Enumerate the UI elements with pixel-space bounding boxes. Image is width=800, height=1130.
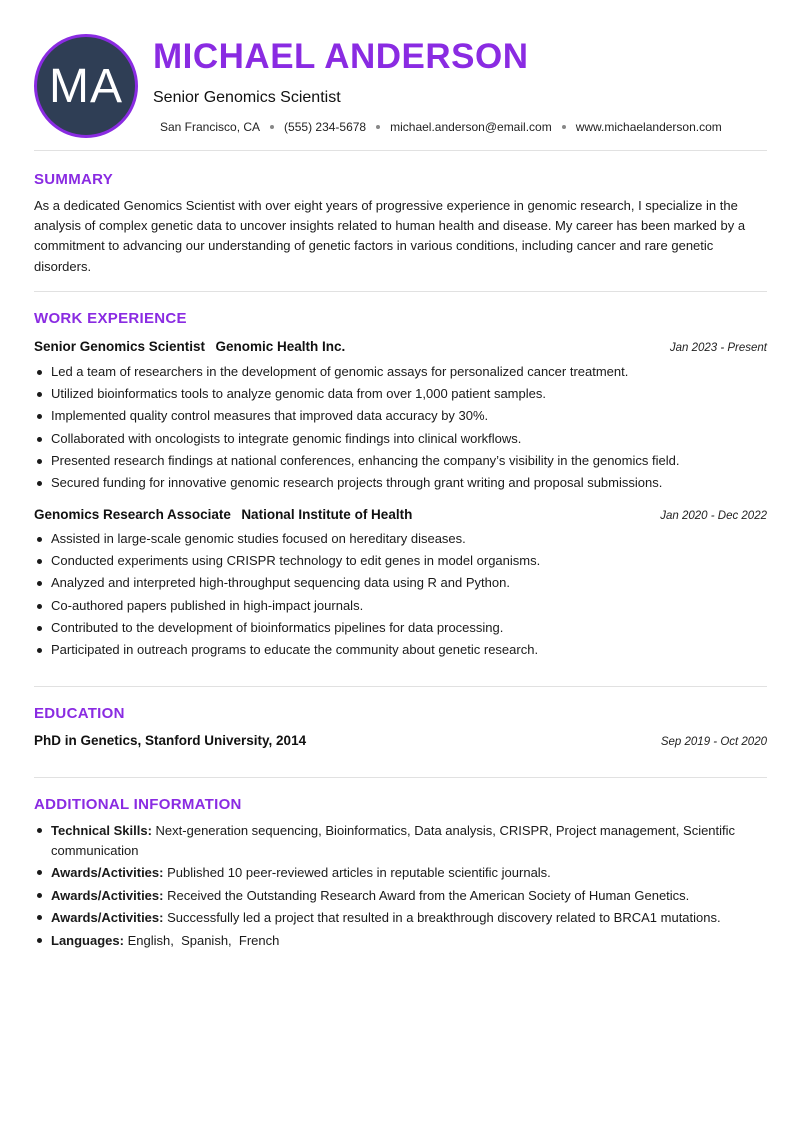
job-header [34,506,767,524]
item-text: English, Spanish, French [127,932,280,948]
separator-dot [562,125,566,129]
list-item: Collaborated with oncologists to integrate genomic findings into clinical workflows. [34,428,769,450]
education-dates: Sep 2019 - Oct 2020 [660,736,767,748]
list-item [34,908,769,928]
contact-phone: (555) 234-5678 [284,120,367,134]
contact-email[interactable]: michael.anderson@email.com [390,120,552,134]
list-item: Co-authored papers published in high-impact journals. [34,595,769,617]
list-item: Presented research findings at national conferences, enhancing the company’s visibility in the genomics field. [34,450,769,472]
list-item: Led a team of researchers in the development of genomic assays for personalized cancer treatment. [34,361,769,383]
candidate-name: MICHAEL ANDERSON [153,37,529,76]
candidate-title: Senior Genomics Scientist [153,89,341,106]
job-dates: Jan 2023 - Present [669,342,767,354]
avatar [34,34,138,138]
job-bullets [34,361,769,494]
additional-heading: ADDITIONAL INFORMATION [34,796,242,813]
list-item [34,821,769,860]
job-header [34,338,767,356]
education-degree: PhD in Genetics, Stanford University, 2014 [34,733,307,748]
contact-website[interactable]: www.michaelanderson.com [575,120,722,134]
job-heading [34,506,412,524]
item-text: Successfully led a project that resulted in a breakthrough discovery related to BRCA1 mutations. [167,910,721,925]
job-heading [34,338,345,356]
job-bullets [34,528,769,661]
job-company: Genomic Health Inc. [215,339,346,354]
item-text: Next-generation sequencing, Bioinformatics, Data analysis, CRISPR, Project management, Scientific communication [51,823,736,858]
list-item: Participated in outreach programs to educate the community about genetic research. [34,639,769,661]
divider [34,150,767,151]
list-item: Assisted in large-scale genomic studies focused on hereditary diseases. [34,528,769,550]
contact-location: San Francisco, CA [160,120,261,134]
education-heading: EDUCATION [34,705,125,722]
item-label: Awards/Activities: [51,910,164,925]
education-entry [34,733,767,748]
item-label: Languages: [51,932,124,948]
item-label: Technical Skills: [51,823,152,838]
list-item [34,931,769,951]
avatar-initials: MA [49,59,123,113]
contact-info [160,120,722,134]
list-item [34,886,769,906]
list-item: Implemented quality control measures that improved data accuracy by 30%. [34,405,769,427]
list-item: Contributed to the development of bioinformatics pipelines for data processing. [34,617,769,639]
item-text: Published 10 peer-reviewed articles in reputable scientific journals. [167,865,551,880]
divider [34,777,767,778]
summary-heading: SUMMARY [34,171,114,188]
item-label: Awards/Activities: [51,887,164,903]
list-item: Analyzed and interpreted high-throughput sequencing data using R and Python. [34,572,769,594]
item-text: Received the Outstanding Research Award from the American Society of Human Genetics. [167,887,690,903]
job-dates: Jan 2020 - Dec 2022 [660,510,767,522]
divider [34,686,767,687]
divider [34,291,767,292]
list-item: Secured funding for innovative genomic research projects through grant writing and proposal submissions. [34,472,769,494]
job-role: Genomics Research Associate [34,507,231,522]
additional-list [34,821,769,953]
experience-heading: WORK EXPERIENCE [34,310,187,327]
list-item [34,863,769,883]
item-label: Awards/Activities: [51,865,164,880]
list-item: Conducted experiments using CRISPR technology to edit genes in model organisms. [34,550,769,572]
job-role: Senior Genomics Scientist [34,339,206,354]
summary-text: As a dedicated Genomics Scientist with over eight years of progressive experience in genomic research, I specialize in the analysis of complex genetic data to uncover insights related to human health and disease. My career has been marked by a commitment to advancing our understanding of genetic factors in various conditions, including cancer and rare genetic disorders. [34,198,746,274]
separator-dot [270,125,274,129]
separator-dot [376,125,380,129]
job-company: National Institute of Health [241,507,413,522]
list-item: Utilized bioinformatics tools to analyze genomic data from over 1,000 patient samples. [34,383,769,405]
